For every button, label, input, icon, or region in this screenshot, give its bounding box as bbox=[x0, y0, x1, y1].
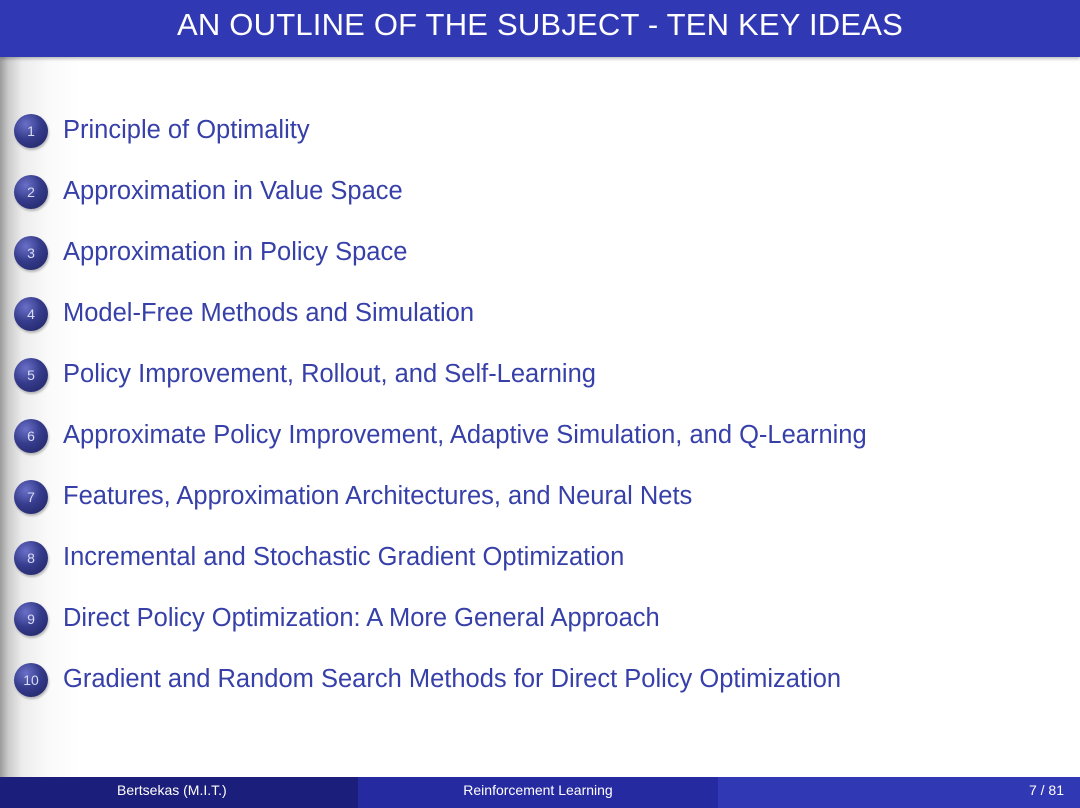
key-ideas-list bbox=[14, 100, 1054, 710]
numbered-bullet-icon: 9 bbox=[14, 602, 48, 636]
list-item bbox=[14, 649, 1054, 710]
list-item-text: Features, Approximation Architectures, and Neural Nets bbox=[63, 482, 693, 510]
list-item bbox=[14, 405, 1054, 466]
numbered-bullet-icon: 8 bbox=[14, 541, 48, 575]
numbered-bullet-icon: 7 bbox=[14, 480, 48, 514]
footer-course-title: Reinforcement Learning bbox=[358, 777, 718, 808]
list-item-text: Policy Improvement, Rollout, and Self-Learning bbox=[63, 360, 596, 388]
numbered-bullet-icon: 6 bbox=[14, 419, 48, 453]
list-item bbox=[14, 588, 1054, 649]
list-item-text: Incremental and Stochastic Gradient Optimization bbox=[63, 543, 625, 571]
list-item-text: Approximation in Value Space bbox=[63, 177, 403, 205]
slide-footer bbox=[0, 777, 1080, 808]
numbered-bullet-icon: 4 bbox=[14, 297, 48, 331]
list-item bbox=[14, 527, 1054, 588]
list-item-text: Principle of Optimality bbox=[63, 116, 310, 144]
footer-author: Bertsekas (M.I.T.) bbox=[0, 777, 358, 808]
list-item-text: Approximate Policy Improvement, Adaptive Simulation, and Q-Learning bbox=[63, 421, 867, 449]
list-item bbox=[14, 100, 1054, 161]
slide-title: AN OUTLINE OF THE SUBJECT - TEN KEY IDEAS bbox=[0, 0, 1080, 57]
numbered-bullet-icon: 10 bbox=[14, 663, 48, 697]
list-item-text: Gradient and Random Search Methods for Direct Policy Optimization bbox=[63, 665, 842, 693]
numbered-bullet-icon: 2 bbox=[14, 175, 48, 209]
numbered-bullet-icon: 1 bbox=[14, 114, 48, 148]
list-item-text: Approximation in Policy Space bbox=[63, 238, 408, 266]
list-item bbox=[14, 161, 1054, 222]
list-item bbox=[14, 466, 1054, 527]
numbered-bullet-icon: 5 bbox=[14, 358, 48, 392]
numbered-bullet-icon: 3 bbox=[14, 236, 48, 270]
list-item bbox=[14, 222, 1054, 283]
list-item bbox=[14, 344, 1054, 405]
footer-page-number: 7 / 81 bbox=[718, 777, 1080, 808]
list-item bbox=[14, 283, 1054, 344]
list-item-text: Direct Policy Optimization: A More General Approach bbox=[63, 604, 660, 632]
list-item-text: Model-Free Methods and Simulation bbox=[63, 299, 475, 327]
